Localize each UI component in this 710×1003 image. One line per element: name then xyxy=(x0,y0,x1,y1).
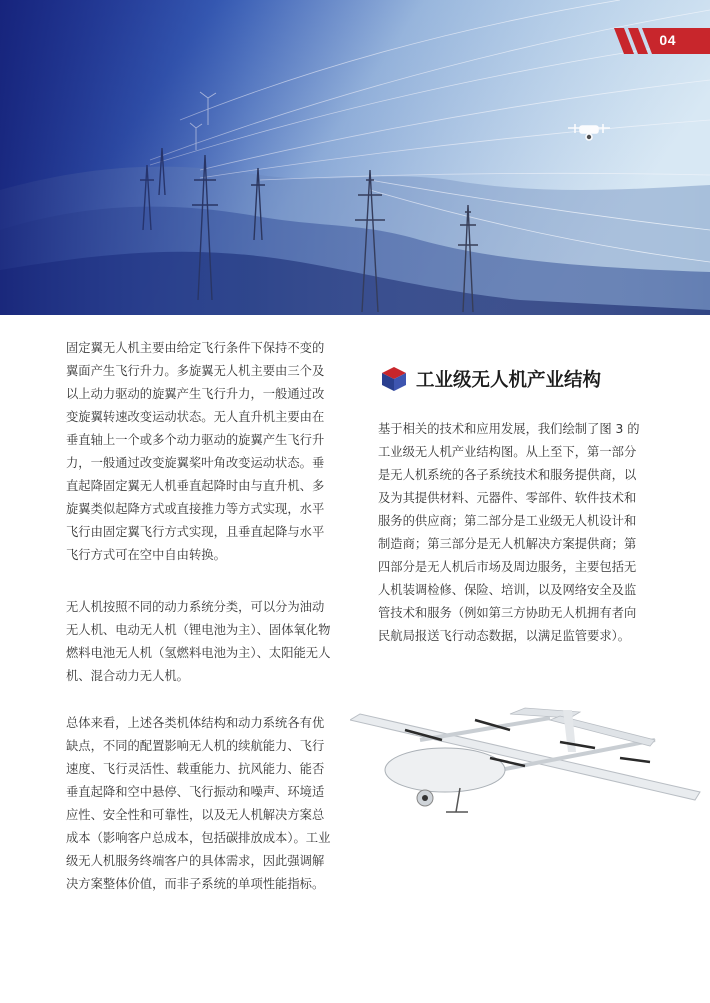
cube-icon xyxy=(380,365,408,393)
paragraph-text: 总体来看，上述各类机体结构和动力系统各有优缺点，不同的配置影响无人机的续航能力、飞行速度、飞行灵活性、载重能力、抗风能力、能否垂直起降和空中悬停、飞行振动和噪声、环境适应性、安全性和可靠性，以及无人机解决方案总成本（影响客户总成本，包括碳排放成本）。工业级无人机服务终端客户的具体需求，因此强调解决方案整体价值，而非子系统的单项性能指标。 xyxy=(66,716,331,891)
vtol-drone-image xyxy=(350,700,705,830)
body-paragraph-summary xyxy=(66,712,336,896)
paragraph-text: 基于相关的技术和应用发展，我们绘制了图 3 的工业级无人机产业结构图。从上至下，第一部分是无人机系统的各子系统技术和服务提供商，以及为其提供材料、元器件、零部件、软件技术和服务的供应商；第二部分是工业级无人机设计和制造商；第三部分是无人机解决方案提供商；第四部分是无人机后市场及周边服务，主要包括无人机装调检修、保险、培训，以及网络安全及监管技术和服务（例如第三方协助无人机拥有者向民航局报送飞行动态数据，以满足监管要求）。 xyxy=(378,422,640,643)
section-title: 工业级无人机产业结构 xyxy=(416,370,602,391)
section-heading xyxy=(380,365,601,393)
body-paragraph-industry-structure xyxy=(378,418,648,648)
hero-image xyxy=(0,0,710,315)
paragraph-text: 无人机按照不同的动力系统分类，可以分为油动无人机、电动无人机（锂电池为主）、固体氧化物燃料电池无人机（氢燃料电池为主）、太阳能无人机、混合动力无人机。 xyxy=(66,600,331,683)
paragraph-text: 固定翼无人机主要由给定飞行条件下保持不变的翼面产生飞行升力。多旋翼无人机主要由三个及以上动力驱动的旋翼产生飞行升力，一般通过改变旋翼转速改变运动状态。无人直升机主要由在垂直轴上一个或多个动力驱动的旋翼产生飞行升力，一般通过改变旋翼桨叶角改变运动状态。垂直起降固定翼无人机垂直起降时由与直升机、多旋翼类似起降方式或直接推力等方式实现，水平飞行由固定翼飞行方式实现，且垂直起降与水平飞行方式可在空中自由转换。 xyxy=(66,341,325,562)
body-paragraph-power-system xyxy=(66,596,336,688)
body-paragraph-fixed-wing xyxy=(66,337,336,567)
page-number: 04 xyxy=(659,32,676,48)
